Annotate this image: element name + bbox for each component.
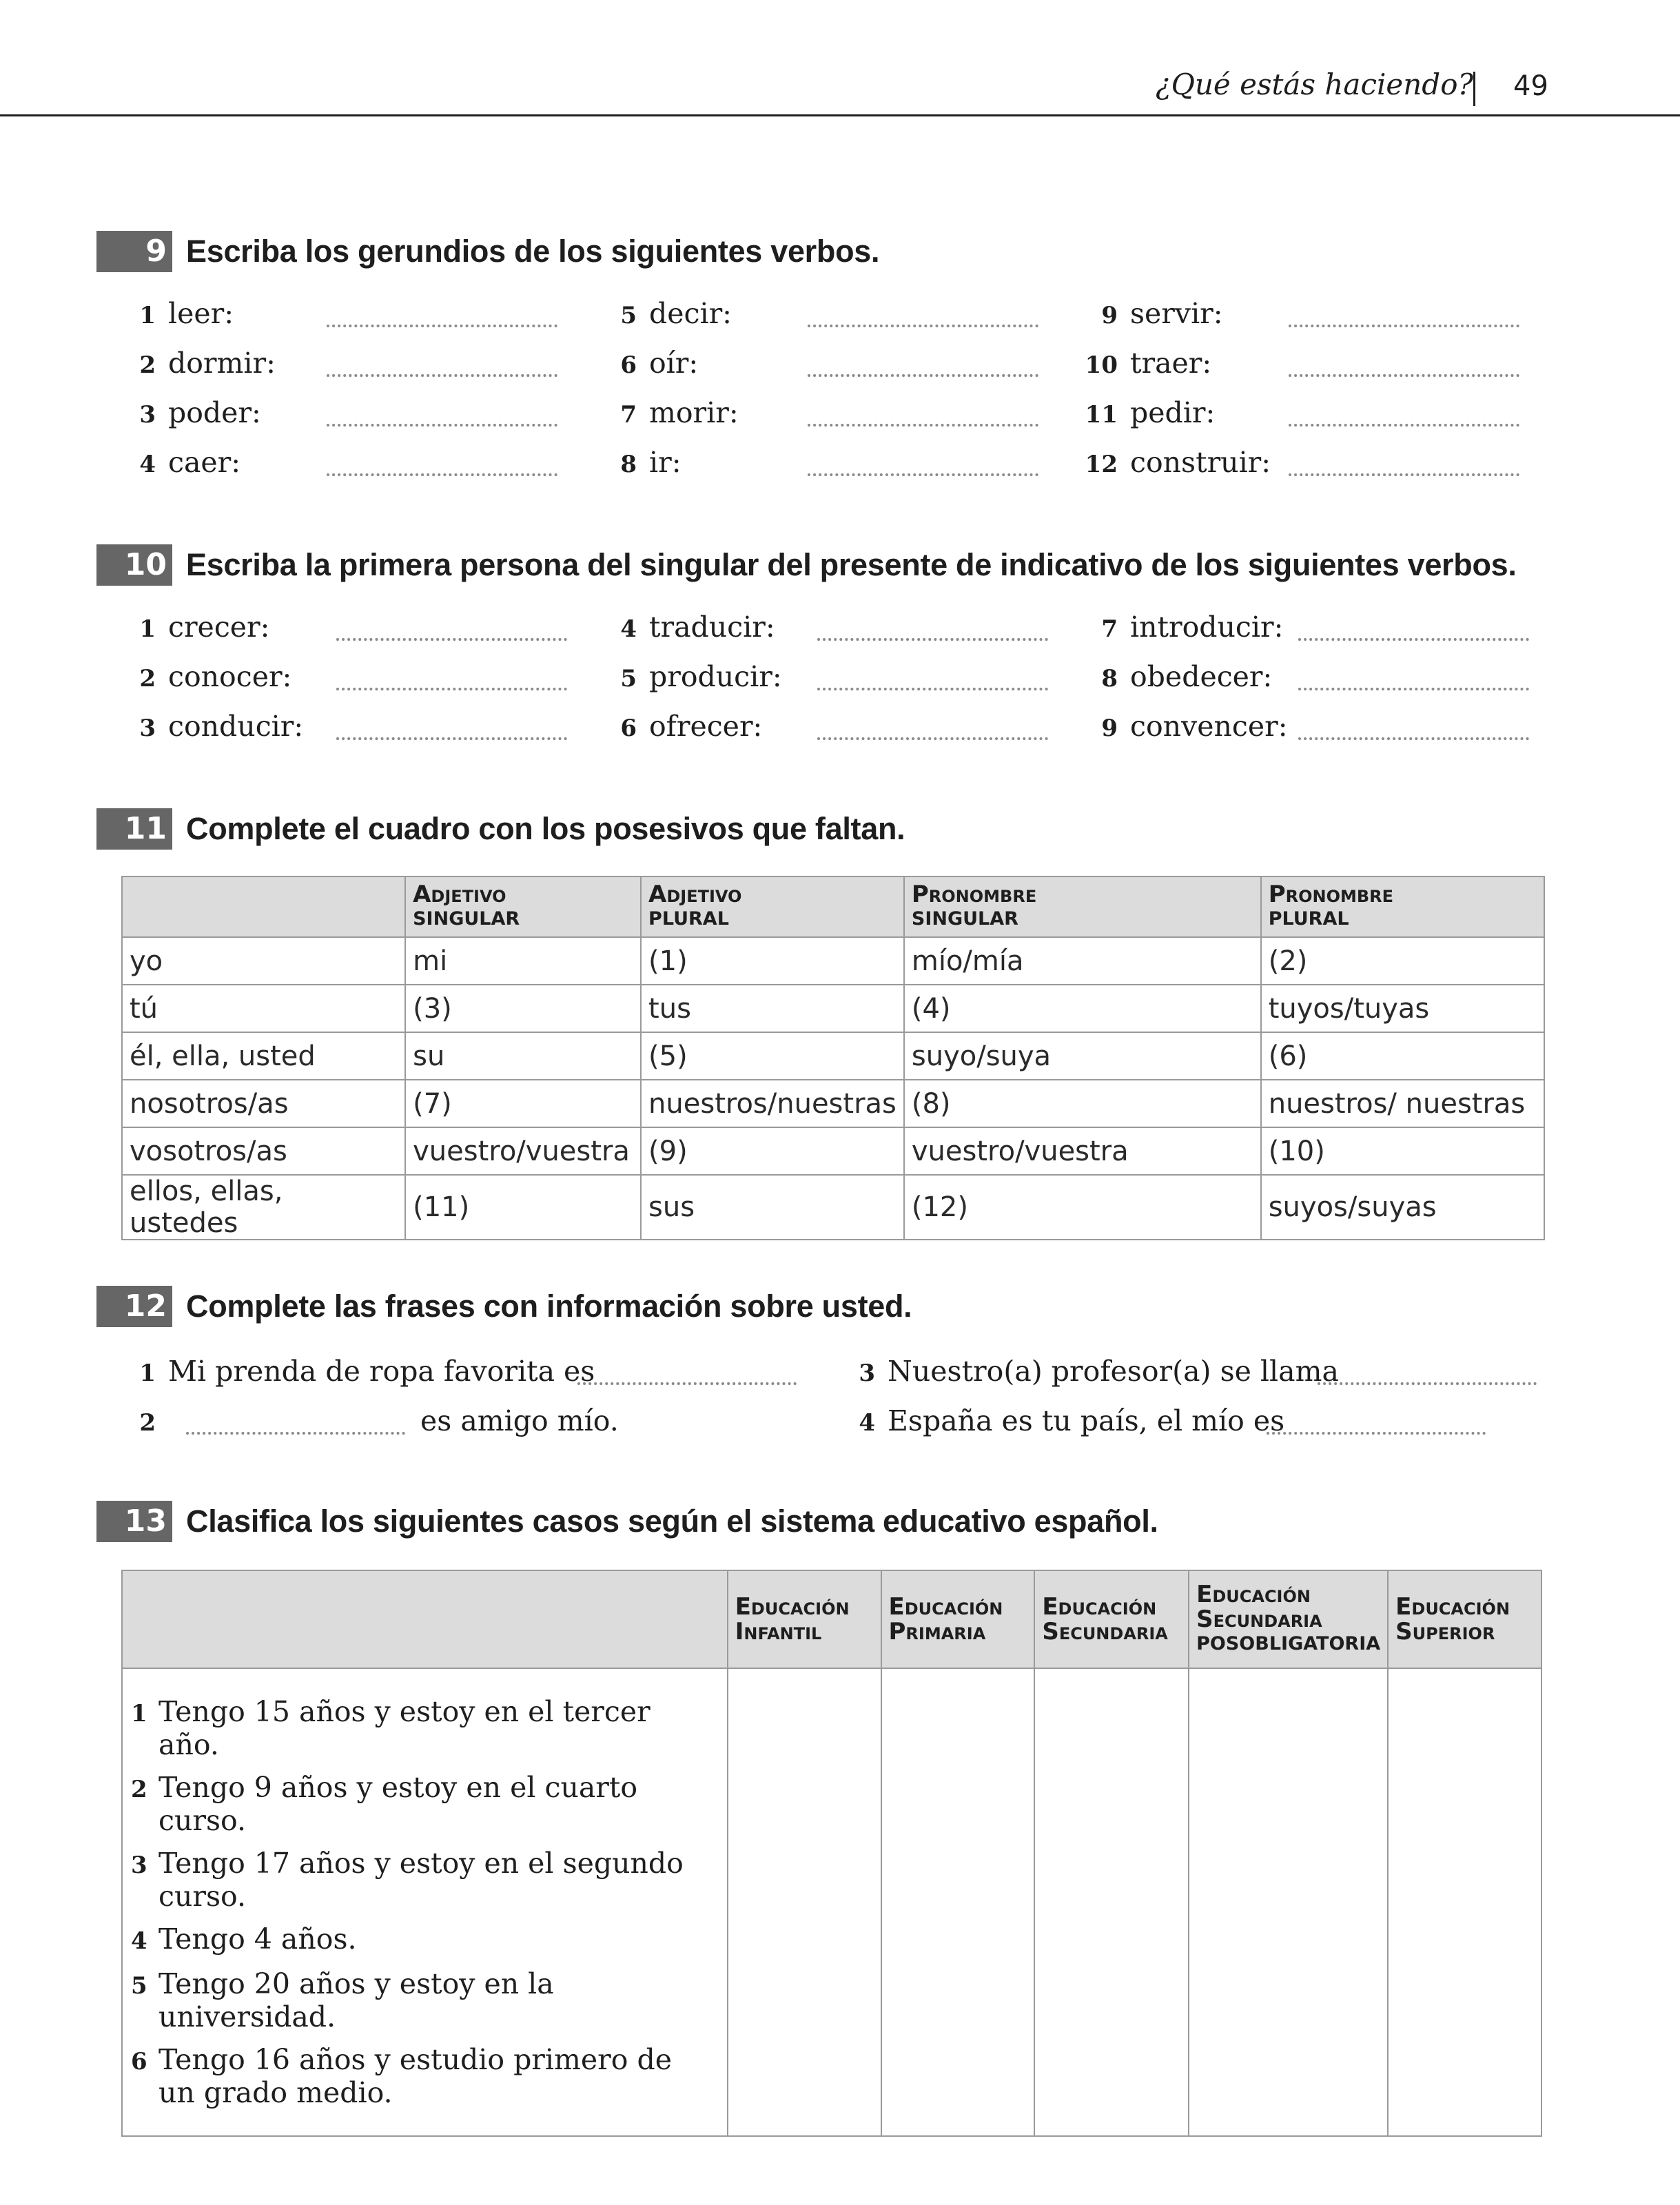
item-number: 4 — [139, 451, 156, 478]
verb-item — [1083, 707, 1288, 746]
verb-label: poder: — [168, 396, 261, 429]
verb-item — [602, 608, 775, 646]
answer-blank[interactable] — [808, 374, 1038, 377]
answer-blank[interactable] — [336, 638, 567, 641]
table-cell: mi — [405, 937, 641, 985]
item-number: 12 — [1085, 451, 1118, 478]
exercise-10-heading — [96, 544, 1612, 587]
table-cell: suyos/suyas — [1261, 1175, 1544, 1240]
item-number: 2 — [139, 1409, 156, 1437]
exercise-title: Complete las frases con información sobre usted. — [186, 1289, 912, 1324]
verb-label: dormir: — [168, 347, 276, 380]
exercise-title: Escriba los gerundios de los siguientes verbos. — [186, 234, 880, 269]
case-item — [131, 1695, 719, 1761]
blank-cell[interactable]: (7) — [405, 1080, 641, 1127]
sentence-item — [841, 1402, 1284, 1440]
answer-blank[interactable] — [808, 424, 1038, 427]
header-empty-cell — [122, 876, 405, 937]
verb-item — [1083, 393, 1215, 432]
table-cell: nosotros/as — [122, 1080, 405, 1127]
case-text: Tengo 17 años y estoy en el segundo curso. — [158, 1847, 684, 1913]
case-item — [131, 1922, 719, 1958]
header-title: ¿Qué estás haciendo? — [1155, 68, 1473, 101]
table-row — [122, 1127, 1544, 1175]
column-header — [405, 876, 641, 937]
answer-cell[interactable] — [881, 1668, 1035, 2136]
sentence-item — [121, 1402, 168, 1440]
item-number: 7 — [1101, 615, 1118, 643]
verb-label: ofrecer: — [649, 710, 763, 743]
header-line: Primaria — [888, 1618, 986, 1645]
table-cell: suyo/suya — [904, 1032, 1261, 1080]
answer-blank[interactable] — [1267, 1432, 1486, 1435]
item-text: es amigo mío. — [420, 1404, 619, 1437]
column-header — [1189, 1570, 1388, 1668]
header-line: Educación — [1395, 1593, 1510, 1621]
education-table — [121, 1570, 1542, 2137]
item-number: 6 — [620, 351, 637, 379]
answer-cell[interactable] — [1388, 1668, 1541, 2136]
exercise-12-heading — [96, 1286, 1612, 1329]
exercise-title: Clasifica los siguientes casos según el sistema educativo español. — [186, 1504, 1158, 1539]
answer-cell[interactable] — [728, 1668, 881, 2136]
case-text: Tengo 16 años y estudio primero de un grado medio. — [158, 2043, 672, 2109]
case-item — [131, 2043, 719, 2109]
blank-cell[interactable]: (11) — [405, 1175, 641, 1240]
item-number: 8 — [620, 451, 637, 478]
verb-label: traer: — [1130, 347, 1212, 380]
verb-label: conducir: — [168, 710, 304, 743]
item-number: 6 — [620, 715, 637, 742]
blank-cell[interactable]: (8) — [904, 1080, 1261, 1127]
verb-item — [1083, 344, 1211, 382]
table-row — [122, 1175, 1544, 1240]
answer-blank[interactable] — [808, 473, 1038, 476]
verb-label: producir: — [649, 660, 782, 693]
answer-blank[interactable] — [808, 325, 1038, 327]
verb-item — [1083, 294, 1223, 333]
verb-label: morir: — [649, 396, 739, 429]
verb-label: obedecer: — [1130, 660, 1273, 693]
answer-blank[interactable] — [817, 688, 1048, 690]
exercise-number: 12 — [96, 1286, 172, 1327]
item-number: 3 — [859, 1360, 875, 1387]
verb-item — [121, 707, 303, 746]
table-cell: nuestros/nuestras — [641, 1080, 904, 1127]
blank-cell[interactable]: (5) — [641, 1032, 904, 1080]
item-number: 5 — [131, 1972, 147, 2000]
blank-cell[interactable]: (12) — [904, 1175, 1261, 1240]
verb-item — [602, 443, 682, 482]
header-line: PLURAL — [648, 908, 729, 930]
sentence-item — [841, 1352, 1339, 1391]
item-number: 10 — [1085, 351, 1118, 379]
table-cell: tus — [641, 985, 904, 1032]
answer-blank[interactable] — [577, 1382, 797, 1385]
table-cell: sus — [641, 1175, 904, 1240]
item-number: 4 — [131, 1927, 147, 1955]
header-line: Educación — [1042, 1593, 1157, 1621]
page-number: 49 — [1513, 70, 1548, 102]
answer-blank[interactable] — [327, 374, 557, 377]
table-cell: vosotros/as — [122, 1127, 405, 1175]
answer-blank[interactable] — [336, 688, 567, 690]
answer-blank[interactable] — [1298, 638, 1529, 641]
verb-label: pedir: — [1130, 396, 1216, 429]
item-number: 9 — [1101, 302, 1118, 329]
table-row — [122, 1080, 1544, 1127]
case-item — [131, 1847, 719, 1913]
table-cell: vuestro/vuestra — [405, 1127, 641, 1175]
item-number: 1 — [131, 1700, 147, 1727]
verb-label: traducir: — [649, 611, 775, 644]
table-row — [122, 985, 1544, 1032]
item-number: 3 — [131, 1852, 147, 1879]
table-cell: ellos, ellas, ustedes — [122, 1175, 405, 1240]
exercise-11-heading — [96, 808, 1612, 851]
answer-blank[interactable] — [817, 638, 1048, 641]
verb-item — [121, 608, 269, 646]
header-empty-cell — [122, 1570, 728, 1668]
header-line: PLURAL — [1268, 908, 1349, 930]
table-cell: tuyos/tuyas — [1261, 985, 1544, 1032]
item-number: 2 — [131, 1776, 147, 1803]
header-line: Educación — [1196, 1581, 1311, 1608]
answer-blank[interactable] — [327, 473, 557, 476]
exercise-number: 10 — [96, 544, 172, 586]
table-cell: yo — [122, 937, 405, 985]
column-header — [881, 1570, 1035, 1668]
item-number: 4 — [620, 615, 637, 643]
verb-label: crecer: — [168, 611, 270, 644]
item-text: Mi prenda de ropa favorita es — [168, 1355, 595, 1388]
case-text: Tengo 20 años y estoy en la universidad. — [158, 1967, 554, 2033]
answer-cell[interactable] — [1189, 1668, 1388, 2136]
blank-cell[interactable]: (6) — [1261, 1032, 1544, 1080]
verb-label: construir: — [1130, 446, 1271, 479]
column-header — [1034, 1570, 1189, 1668]
answer-blank[interactable] — [1289, 374, 1519, 377]
item-number: 1 — [139, 615, 156, 643]
exercise-9-heading — [96, 231, 1612, 274]
verb-item — [1083, 608, 1283, 646]
table-cell: mío/mía — [904, 937, 1261, 985]
verb-item — [602, 707, 762, 746]
column-header — [1261, 876, 1544, 937]
verb-label: servir: — [1130, 297, 1223, 330]
header-line: POSOBLIGATORIA — [1196, 1633, 1381, 1654]
answer-blank[interactable] — [817, 737, 1048, 740]
answer-blank[interactable] — [327, 325, 557, 327]
page-header — [0, 0, 1680, 116]
answer-blank[interactable] — [186, 1432, 405, 1435]
header-line: Adjetivo — [648, 881, 742, 908]
item-number: 8 — [1101, 665, 1118, 693]
verb-item — [121, 344, 276, 382]
answer-blank[interactable] — [1289, 473, 1519, 476]
verb-label: introducir: — [1130, 611, 1284, 644]
verb-item — [121, 657, 291, 696]
table-cell: nuestros/ nuestras — [1261, 1080, 1544, 1127]
verb-label: leer: — [168, 297, 234, 330]
answer-blank[interactable] — [1298, 737, 1529, 740]
item-number: 4 — [859, 1409, 875, 1437]
blank-cell[interactable]: (2) — [1261, 937, 1544, 985]
item-number: 2 — [139, 351, 156, 379]
item-number: 5 — [620, 302, 637, 329]
item-number: 1 — [139, 302, 156, 329]
item-number: 2 — [139, 665, 156, 693]
verb-item — [1083, 443, 1271, 482]
header-line: Adjetivo — [413, 881, 506, 908]
column-header — [904, 876, 1261, 937]
exercise-title: Escriba la primera persona del singular del presente de indicativo de los siguientes verbos. — [186, 547, 1517, 582]
header-line: Secundaria — [1196, 1606, 1322, 1633]
verb-item — [602, 294, 732, 333]
header-line: Superior — [1395, 1618, 1495, 1645]
exercise-number: 11 — [96, 808, 172, 850]
cases-cell — [122, 1668, 728, 2136]
sentence-item — [121, 1352, 595, 1391]
case-text: Tengo 9 años y estoy en el cuarto curso. — [158, 1771, 638, 1837]
answer-blank[interactable] — [1318, 1382, 1537, 1385]
item-number: 1 — [139, 1360, 156, 1387]
item-number: 6 — [131, 2048, 147, 2075]
verb-item — [602, 657, 782, 696]
table-cell: su — [405, 1032, 641, 1080]
item-number: 3 — [139, 401, 156, 429]
verb-label: conocer: — [168, 660, 292, 693]
verb-label: decir: — [649, 297, 732, 330]
possessives-table — [121, 876, 1545, 1240]
verb-label: convencer: — [1130, 710, 1288, 743]
exercise-13-heading — [96, 1501, 1612, 1544]
column-header — [1388, 1570, 1541, 1668]
header-line: Infantil — [735, 1618, 822, 1645]
verb-item — [602, 344, 698, 382]
header-line: Pronombre — [911, 881, 1037, 908]
table-row — [122, 1032, 1544, 1080]
header-separator — [1473, 72, 1475, 106]
answer-blank[interactable] — [1289, 424, 1519, 427]
blank-cell[interactable]: (10) — [1261, 1127, 1544, 1175]
item-number: 7 — [620, 401, 637, 429]
exercise-number: 9 — [96, 231, 172, 272]
verb-item — [121, 443, 240, 482]
verb-item — [121, 393, 261, 432]
case-item — [131, 1967, 719, 2033]
item-number: 11 — [1085, 401, 1118, 429]
item-number: 5 — [620, 665, 637, 693]
verb-label: oír: — [649, 347, 699, 380]
header-line: SINGULAR — [911, 908, 1018, 930]
column-header — [641, 876, 904, 937]
table-cell: vuestro/vuestra — [904, 1127, 1261, 1175]
answer-blank[interactable] — [1298, 688, 1529, 690]
header-line: Pronombre — [1268, 881, 1394, 908]
table-cell: tú — [122, 985, 405, 1032]
verb-item — [602, 393, 739, 432]
blank-cell[interactable]: (4) — [904, 985, 1261, 1032]
item-text: Nuestro(a) profesor(a) se llama — [888, 1355, 1339, 1388]
table-row — [122, 937, 1544, 985]
answer-blank[interactable] — [327, 424, 557, 427]
item-number: 9 — [1101, 715, 1118, 742]
item-number: 3 — [139, 715, 156, 742]
answer-cell[interactable] — [1034, 1668, 1189, 2136]
verb-label: ir: — [649, 446, 682, 479]
exercise-number: 13 — [96, 1501, 172, 1542]
case-item — [131, 1771, 719, 1837]
column-header — [728, 1570, 881, 1668]
answer-blank[interactable] — [1289, 325, 1519, 327]
case-text: Tengo 15 años y estoy en el tercer año. — [158, 1695, 651, 1761]
case-text: Tengo 4 años. — [158, 1922, 357, 1956]
verb-item — [121, 294, 234, 333]
verb-label: caer: — [168, 446, 241, 479]
header-line: Educación — [888, 1593, 1003, 1621]
blank-cell[interactable]: (9) — [641, 1127, 904, 1175]
answer-blank[interactable] — [336, 737, 567, 740]
item-text: España es tu país, el mío es — [888, 1404, 1285, 1437]
header-line: Secundaria — [1042, 1618, 1168, 1645]
header-line: Educación — [735, 1593, 850, 1621]
verb-item — [1083, 657, 1272, 696]
blank-cell[interactable]: (1) — [641, 937, 904, 985]
header-line: SINGULAR — [413, 908, 520, 930]
table-cell: él, ella, usted — [122, 1032, 405, 1080]
exercise-title: Complete el cuadro con los posesivos que faltan. — [186, 811, 905, 846]
blank-cell[interactable]: (3) — [405, 985, 641, 1032]
